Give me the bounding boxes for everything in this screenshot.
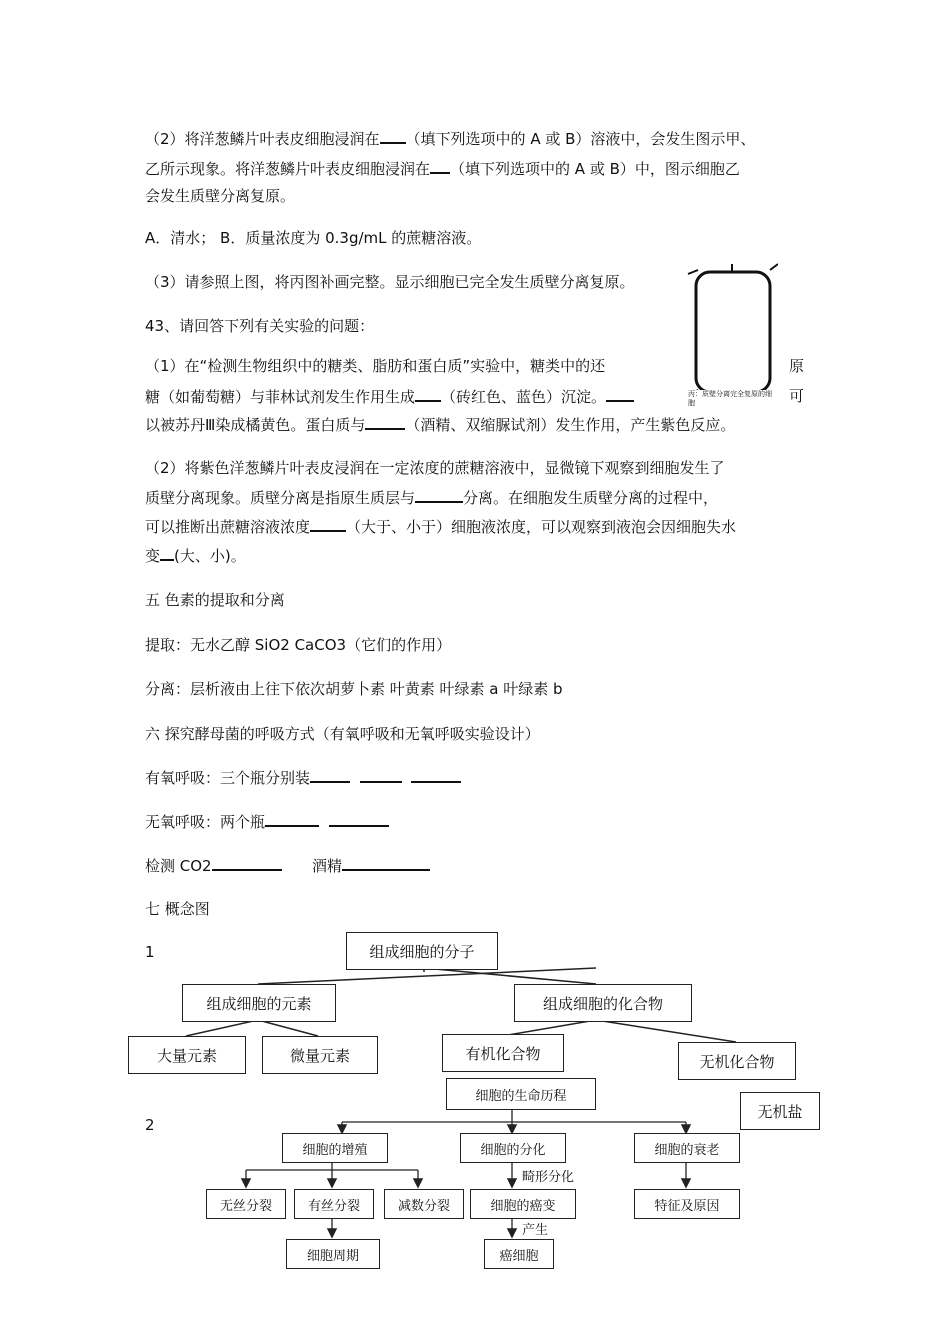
sec6-text: 检测 CO2: [145, 857, 212, 875]
q43-p2-line-1: （2）将紫色洋葱鳞片叶表皮浸润在一定浓度的蔗糖溶液中，显微镜下观察到细胞发生了: [145, 459, 725, 477]
map2-features-node: 特征及原因: [634, 1189, 740, 1219]
map1-compounds-node: 组成细胞的化合物: [514, 984, 692, 1022]
map2-prolif-node: 细胞的增殖: [282, 1133, 388, 1163]
q43-text: 可: [789, 387, 805, 405]
map1-micro-node: 微量元素: [262, 1036, 378, 1074]
sec6-text: 有氧呼吸：三个瓶分别装: [145, 769, 311, 787]
sec5-separate: 分离：层析液由上往下依次胡萝卜素 叶黄素 叶绿素 a 叶绿素 b: [145, 680, 563, 698]
sec5-extract: 提取：无水乙醇 SiO2 CaCO3（它们的作用）: [145, 636, 452, 654]
q43-text: 可以推断出蔗糖溶液浓度: [145, 518, 311, 536]
map1-root-node: 组成细胞的分子: [346, 932, 498, 970]
q2-line-3: 会发生质壁分离复原。: [145, 187, 296, 205]
q2-text: （填下列选项中的 A 或 B）溶液中，会发生图示甲、: [405, 130, 756, 148]
figure-caption: 丙：质壁分离完全复原的细胞: [688, 390, 778, 408]
map2-cancer-cell-node: 癌细胞: [484, 1239, 554, 1269]
q43-text: （酒精、双缩脲试剂）发生作用，产生紫色反应。: [405, 416, 736, 434]
q43-text: 质壁分离现象。质壁分离是指原生质层与: [145, 489, 416, 507]
map1-elements-node: 组成细胞的元素: [182, 984, 336, 1022]
map1-inorganic-node: 无机化合物: [678, 1042, 796, 1080]
q2-text: 乙所示现象。将洋葱鳞片叶表皮细胞浸润在: [145, 160, 431, 178]
map2-amitosis-node: 无丝分裂: [206, 1189, 286, 1219]
sec7-title: 七 概念图: [145, 900, 210, 918]
sec6-text: 无氧呼吸：两个瓶: [145, 813, 266, 831]
map2-aging-node: 细胞的衰老: [634, 1133, 740, 1163]
map2-number: 2: [145, 1116, 155, 1134]
map2-produce-label: 产生: [522, 1223, 549, 1238]
map2-abnormal-label: 畸形分化: [522, 1170, 575, 1185]
q43-text: （砖红色、蓝色）沉淀。: [441, 388, 607, 406]
map1-macro-node: 大量元素: [128, 1036, 246, 1074]
sec5-title: 五 色素的提取和分离: [145, 591, 285, 609]
sec6-title: 六 探究酵母菌的呼吸方式（有氧呼吸和无氧呼吸实验设计）: [145, 725, 540, 743]
q43-text: 原: [789, 357, 805, 375]
map2-mitosis-node: 有丝分裂: [294, 1189, 374, 1219]
options: A．清水； B．质量浓度为 0.3g/mL 的蔗糖溶液。: [145, 229, 482, 247]
map1-organic-node: 有机化合物: [442, 1034, 564, 1072]
q43-text: （1）在“检测生物组织中的糖类、脂肪和蛋白质”实验中，糖类中的还: [145, 357, 606, 375]
q43-text: （大于、小于）细胞液浓度，可以观察到液泡会因细胞失水: [346, 518, 737, 536]
q2-text: （填下列选项中的 A 或 B）中，图示细胞乙: [450, 160, 740, 178]
map2-cycle-node: 细胞周期: [286, 1239, 380, 1269]
q43-text: (大、小)。: [174, 547, 246, 565]
q2-text: （2）将洋葱鳞片叶表皮细胞浸润在: [145, 130, 380, 148]
map2-meiosis-node: 减数分裂: [384, 1189, 464, 1219]
map2-cancer-node: 细胞的癌变: [470, 1189, 576, 1219]
q43-text: 分离。在细胞发生质壁分离的过程中，: [463, 489, 719, 507]
q43-text: 以被苏丹Ⅲ染成橘黄色。蛋白质与: [145, 416, 366, 434]
sec6-text: 酒精: [312, 857, 343, 875]
q43-title: 43、请回答下列有关实验的问题：: [145, 317, 375, 335]
q43-text: 变: [145, 547, 161, 565]
q43-text: 糖（如葡萄糖）与菲林试剂发生作用生成: [145, 388, 416, 406]
map2-diff-node: 细胞的分化: [460, 1133, 566, 1163]
map1-salt-node: 无机盐: [740, 1092, 820, 1130]
q3: （3）请参照上图，将丙图补画完整。显示细胞已完全发生质壁分离复原。: [145, 273, 635, 291]
map1-number: 1: [145, 943, 155, 961]
map2-root-node: 细胞的生命历程: [446, 1078, 596, 1110]
